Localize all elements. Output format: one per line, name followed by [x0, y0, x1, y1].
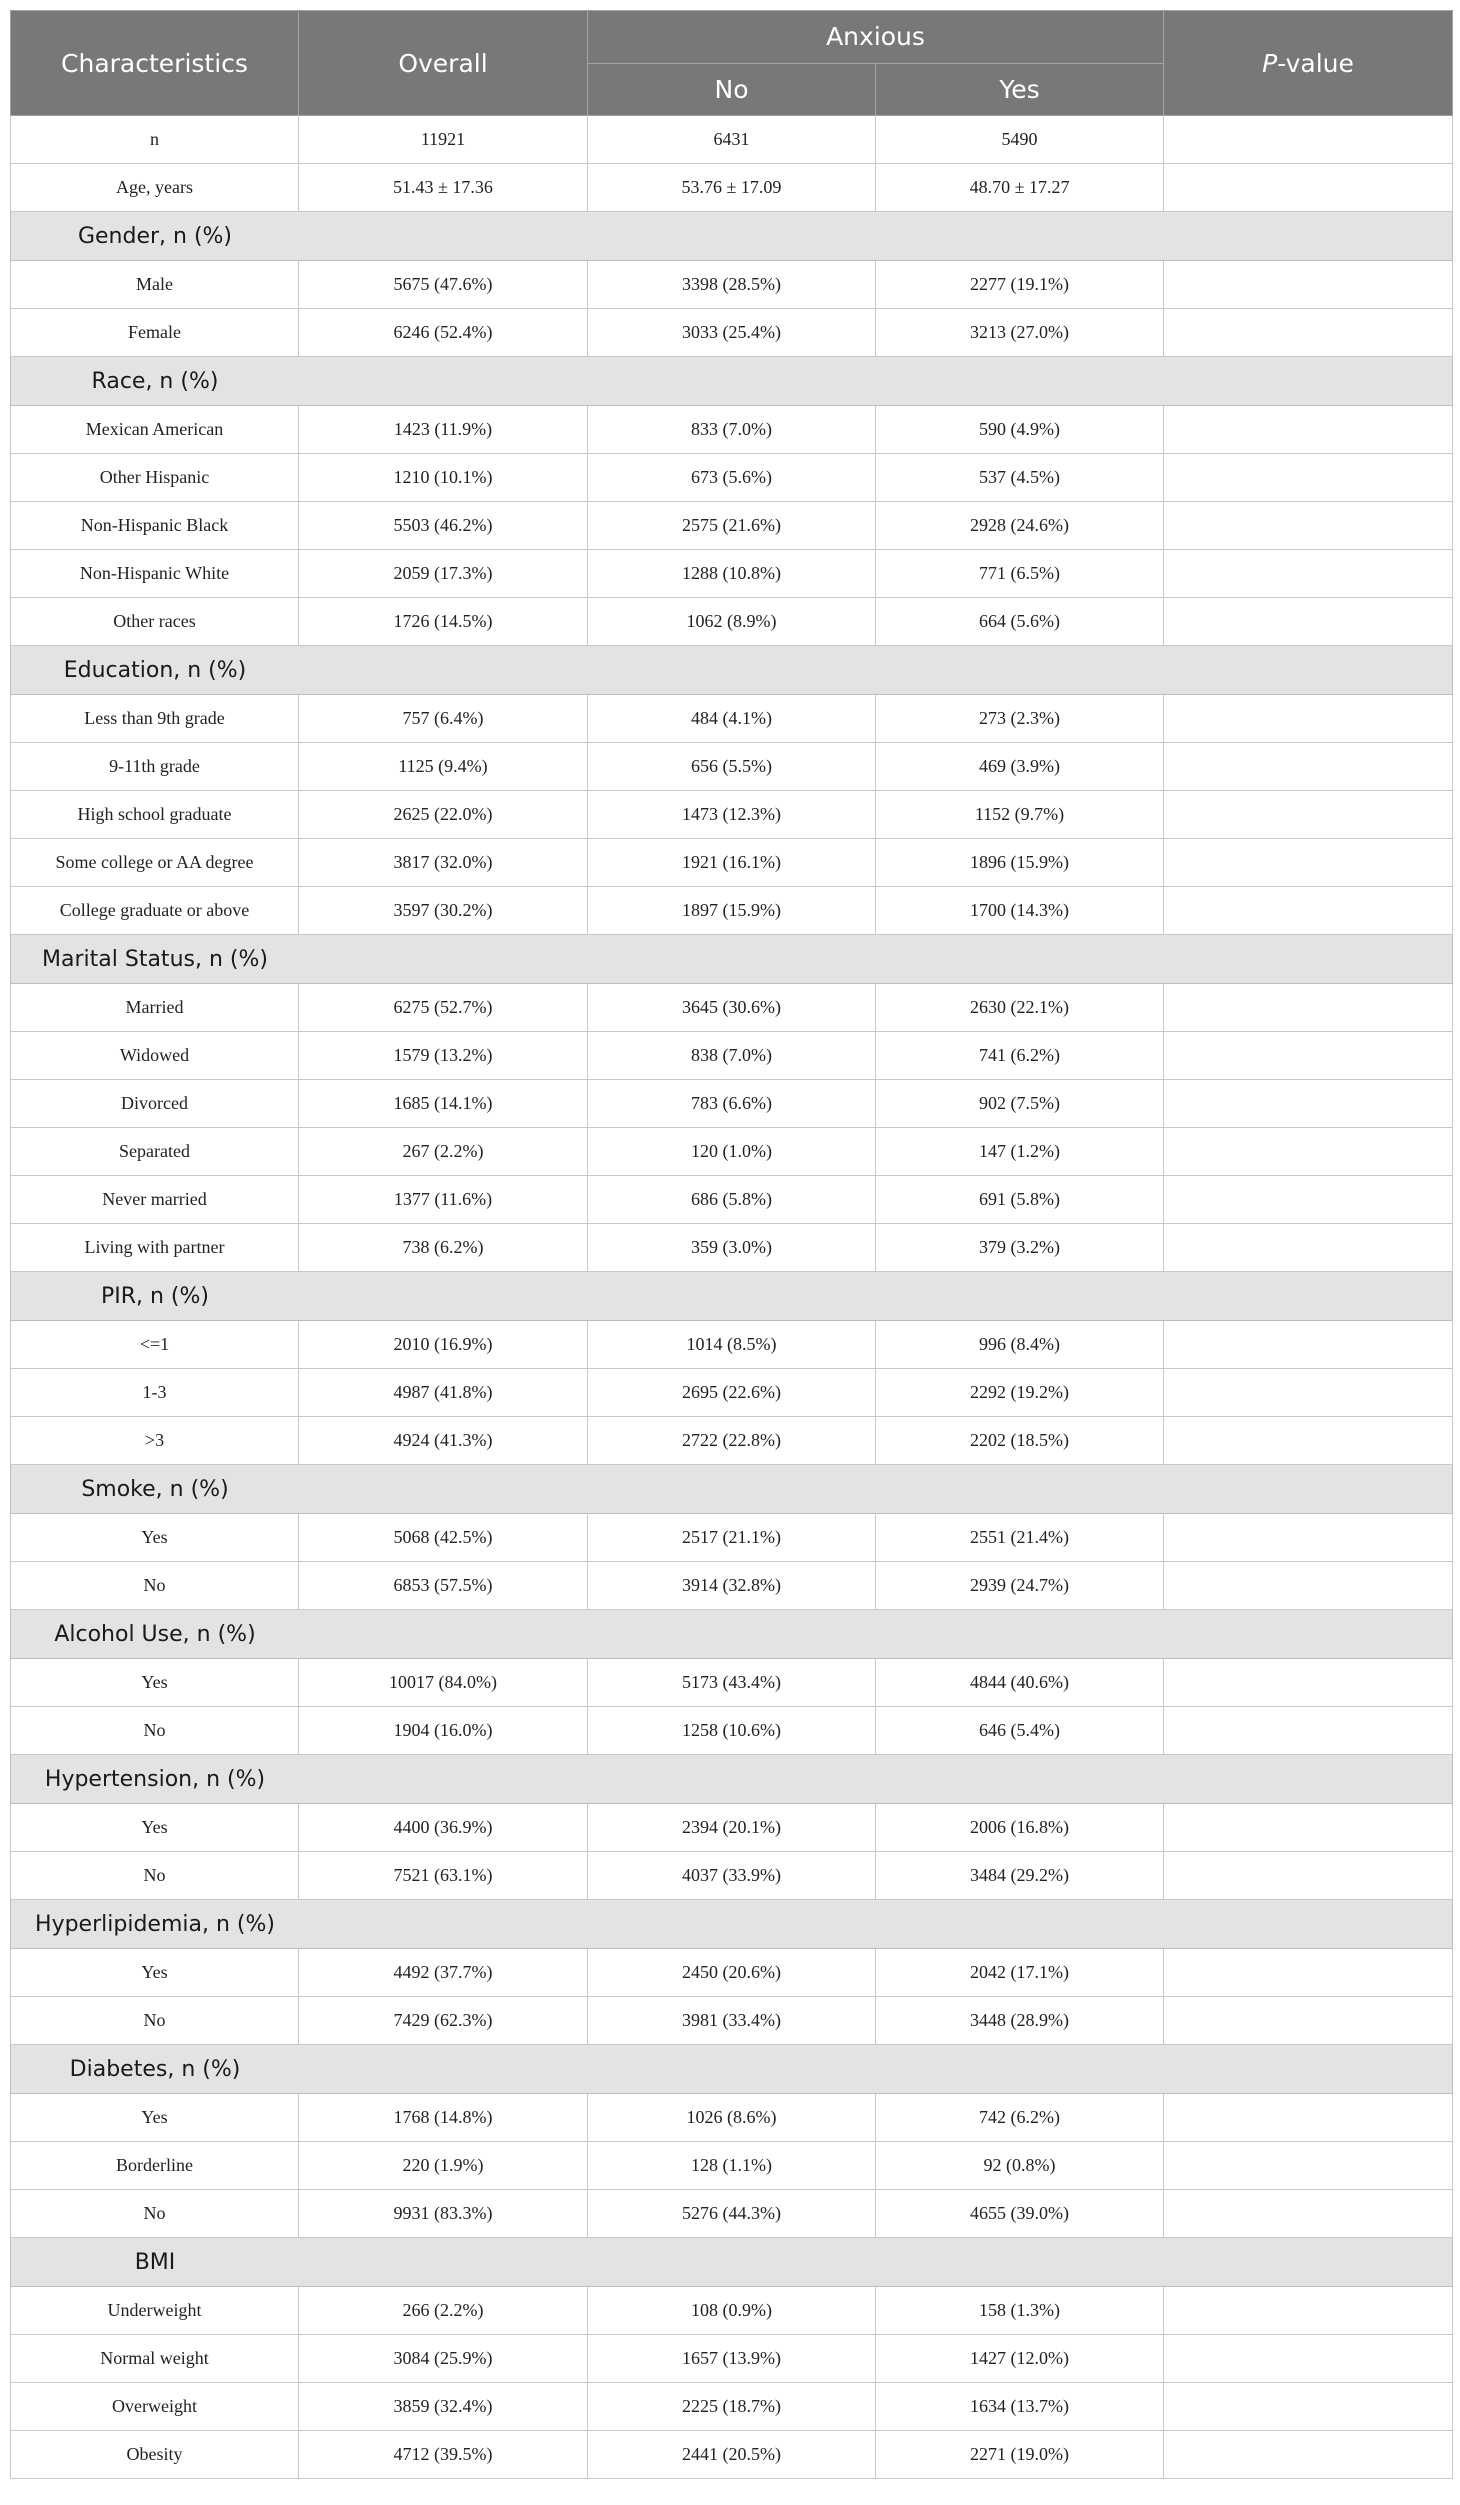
row-label-cell: n [11, 116, 299, 164]
table-row [11, 1321, 1453, 1369]
overall-cell: 6275 (52.7%) [299, 984, 588, 1032]
section-header-cell [11, 1755, 1453, 1804]
overall-cell: 5503 (46.2%) [299, 502, 588, 550]
section-header-cell [11, 212, 1453, 261]
overall-cell: 1423 (11.9%) [299, 406, 588, 454]
row-label-cell: No [11, 2190, 299, 2238]
table-row [11, 2335, 1453, 2383]
anxious-yes-cell: 273 (2.3%) [876, 695, 1164, 743]
anxious-no-cell: 1657 (13.9%) [588, 2335, 876, 2383]
anxious-yes-cell: 5490 [876, 116, 1164, 164]
section-header-row [11, 646, 1453, 695]
characteristics-table [10, 10, 1453, 2479]
table-row [11, 1659, 1453, 1707]
anxious-no-cell: 5276 (44.3%) [588, 2190, 876, 2238]
p-value-cell [1164, 261, 1453, 309]
p-value-italic: P [1262, 48, 1278, 78]
row-label-cell: Mexican American [11, 406, 299, 454]
row-label-cell: Yes [11, 1949, 299, 1997]
anxious-no-cell: 1026 (8.6%) [588, 2094, 876, 2142]
anxious-no-cell: 1897 (15.9%) [588, 887, 876, 935]
table-body [11, 116, 1453, 2479]
header-characteristics: Characteristics [11, 11, 299, 116]
section-label: Diabetes, n (%) [69, 2056, 241, 2082]
anxious-no-cell: 3914 (32.8%) [588, 1562, 876, 1610]
section-header-cell [11, 1610, 1453, 1659]
table-row [11, 839, 1453, 887]
section-label: Smoke, n (%) [81, 1476, 229, 1502]
table-row [11, 164, 1453, 212]
row-label-cell: Other Hispanic [11, 454, 299, 502]
table-row [11, 2383, 1453, 2431]
anxious-yes-cell: 2202 (18.5%) [876, 1417, 1164, 1465]
anxious-no-cell: 2450 (20.6%) [588, 1949, 876, 1997]
overall-cell: 220 (1.9%) [299, 2142, 588, 2190]
p-value-cell [1164, 116, 1453, 164]
p-value-cell [1164, 1707, 1453, 1755]
table-row [11, 309, 1453, 357]
anxious-no-cell: 2225 (18.7%) [588, 2383, 876, 2431]
section-header-cell [11, 1900, 1453, 1949]
anxious-yes-cell: 1634 (13.7%) [876, 2383, 1164, 2431]
overall-cell: 1579 (13.2%) [299, 1032, 588, 1080]
section-header-row [11, 1610, 1453, 1659]
section-header-row [11, 1272, 1453, 1321]
overall-cell: 266 (2.2%) [299, 2287, 588, 2335]
section-label: BMI [134, 2249, 176, 2275]
p-value-cell [1164, 1949, 1453, 1997]
p-value-cell [1164, 1417, 1453, 1465]
section-header-cell [11, 1465, 1453, 1514]
overall-cell: 4987 (41.8%) [299, 1369, 588, 1417]
anxious-no-cell: 1258 (10.6%) [588, 1707, 876, 1755]
characteristics-table-container [10, 10, 1452, 2479]
header-overall: Overall [299, 11, 588, 116]
row-label-cell: Overweight [11, 2383, 299, 2431]
table-row [11, 984, 1453, 1032]
anxious-no-cell: 1473 (12.3%) [588, 791, 876, 839]
row-label-cell: Some college or AA degree [11, 839, 299, 887]
table-row [11, 550, 1453, 598]
overall-cell: 2625 (22.0%) [299, 791, 588, 839]
table-header [11, 11, 1453, 116]
p-value-cell [1164, 2383, 1453, 2431]
anxious-yes-cell: 3448 (28.9%) [876, 1997, 1164, 2045]
p-value-cell [1164, 1321, 1453, 1369]
anxious-no-cell: 2722 (22.8%) [588, 1417, 876, 1465]
table-row [11, 1997, 1453, 2045]
anxious-yes-cell: 4655 (39.0%) [876, 2190, 1164, 2238]
section-header-row [11, 1755, 1453, 1804]
table-row [11, 1080, 1453, 1128]
anxious-yes-cell: 379 (3.2%) [876, 1224, 1164, 1272]
anxious-yes-cell: 2042 (17.1%) [876, 1949, 1164, 1997]
table-row [11, 1562, 1453, 1610]
p-value-cell [1164, 1514, 1453, 1562]
anxious-no-cell: 128 (1.1%) [588, 2142, 876, 2190]
row-label-cell: Non-Hispanic Black [11, 502, 299, 550]
row-label-cell: No [11, 1707, 299, 1755]
anxious-yes-cell: 996 (8.4%) [876, 1321, 1164, 1369]
anxious-yes-cell: 2928 (24.6%) [876, 502, 1164, 550]
anxious-no-cell: 833 (7.0%) [588, 406, 876, 454]
overall-cell: 2010 (16.9%) [299, 1321, 588, 1369]
anxious-yes-cell: 2551 (21.4%) [876, 1514, 1164, 1562]
anxious-yes-cell: 2630 (22.1%) [876, 984, 1164, 1032]
anxious-yes-cell: 147 (1.2%) [876, 1128, 1164, 1176]
anxious-no-cell: 53.76 ± 17.09 [588, 164, 876, 212]
anxious-no-cell: 2575 (21.6%) [588, 502, 876, 550]
table-row [11, 1949, 1453, 1997]
overall-cell: 3597 (30.2%) [299, 887, 588, 935]
row-label-cell: Yes [11, 1514, 299, 1562]
overall-cell: 3084 (25.9%) [299, 2335, 588, 2383]
row-label-cell: <=1 [11, 1321, 299, 1369]
p-value-cell [1164, 695, 1453, 743]
p-value-cell [1164, 502, 1453, 550]
anxious-no-cell: 4037 (33.9%) [588, 1852, 876, 1900]
anxious-no-cell: 108 (0.9%) [588, 2287, 876, 2335]
table-row [11, 1032, 1453, 1080]
section-header-row [11, 935, 1453, 984]
overall-cell: 9931 (83.3%) [299, 2190, 588, 2238]
table-row [11, 454, 1453, 502]
table-row [11, 1707, 1453, 1755]
overall-cell: 11921 [299, 116, 588, 164]
anxious-no-cell: 3645 (30.6%) [588, 984, 876, 1032]
row-label-cell: Yes [11, 1659, 299, 1707]
table-row [11, 502, 1453, 550]
table-row [11, 743, 1453, 791]
anxious-no-cell: 1014 (8.5%) [588, 1321, 876, 1369]
p-value-cell [1164, 2142, 1453, 2190]
overall-cell: 757 (6.4%) [299, 695, 588, 743]
overall-cell: 1210 (10.1%) [299, 454, 588, 502]
overall-cell: 7521 (63.1%) [299, 1852, 588, 1900]
overall-cell: 1125 (9.4%) [299, 743, 588, 791]
section-label: Education, n (%) [63, 657, 247, 683]
p-value-cell [1164, 1032, 1453, 1080]
section-label: Alcohol Use, n (%) [54, 1621, 256, 1647]
anxious-yes-cell: 1896 (15.9%) [876, 839, 1164, 887]
p-value-cell [1164, 1128, 1453, 1176]
header-anxious-yes: Yes [876, 63, 1164, 116]
anxious-no-cell: 2441 (20.5%) [588, 2431, 876, 2479]
overall-cell: 4712 (39.5%) [299, 2431, 588, 2479]
row-label-cell: Less than 9th grade [11, 695, 299, 743]
anxious-no-cell: 686 (5.8%) [588, 1176, 876, 1224]
table-row [11, 695, 1453, 743]
row-label-cell: 1-3 [11, 1369, 299, 1417]
section-label: Hyperlipidemia, n (%) [35, 1911, 275, 1937]
anxious-yes-cell: 742 (6.2%) [876, 2094, 1164, 2142]
row-label-cell: Female [11, 309, 299, 357]
overall-cell: 4400 (36.9%) [299, 1804, 588, 1852]
overall-cell: 1904 (16.0%) [299, 1707, 588, 1755]
p-value-cell [1164, 2335, 1453, 2383]
p-value-cell [1164, 887, 1453, 935]
row-label-cell: >3 [11, 1417, 299, 1465]
anxious-yes-cell: 4844 (40.6%) [876, 1659, 1164, 1707]
anxious-no-cell: 838 (7.0%) [588, 1032, 876, 1080]
section-label: Hypertension, n (%) [44, 1766, 266, 1792]
row-label-cell: Non-Hispanic White [11, 550, 299, 598]
p-value-cell [1164, 791, 1453, 839]
anxious-yes-cell: 1427 (12.0%) [876, 2335, 1164, 2383]
header-anxious-no: No [588, 63, 876, 116]
p-value-cell [1164, 454, 1453, 502]
p-value-suffix: -value [1277, 48, 1354, 78]
p-value-cell [1164, 1562, 1453, 1610]
row-label-cell: Age, years [11, 164, 299, 212]
anxious-yes-cell: 1152 (9.7%) [876, 791, 1164, 839]
p-value-cell [1164, 598, 1453, 646]
table-row [11, 116, 1453, 164]
overall-cell: 4924 (41.3%) [299, 1417, 588, 1465]
anxious-yes-cell: 158 (1.3%) [876, 2287, 1164, 2335]
section-header-row [11, 1465, 1453, 1514]
overall-cell: 6853 (57.5%) [299, 1562, 588, 1610]
anxious-no-cell: 2695 (22.6%) [588, 1369, 876, 1417]
anxious-yes-cell: 1700 (14.3%) [876, 887, 1164, 935]
p-value-cell [1164, 743, 1453, 791]
p-value-cell [1164, 2190, 1453, 2238]
anxious-yes-cell: 2271 (19.0%) [876, 2431, 1164, 2479]
table-row [11, 1224, 1453, 1272]
header-anxious: Anxious [588, 11, 1164, 64]
row-label-cell: Separated [11, 1128, 299, 1176]
section-header-cell [11, 1272, 1453, 1321]
section-label: Gender, n (%) [77, 223, 233, 249]
anxious-no-cell: 359 (3.0%) [588, 1224, 876, 1272]
anxious-no-cell: 656 (5.5%) [588, 743, 876, 791]
row-label-cell: Divorced [11, 1080, 299, 1128]
p-value-cell [1164, 2287, 1453, 2335]
overall-cell: 5675 (47.6%) [299, 261, 588, 309]
row-label-cell: Yes [11, 2094, 299, 2142]
p-value-cell [1164, 2094, 1453, 2142]
anxious-yes-cell: 92 (0.8%) [876, 2142, 1164, 2190]
row-label-cell: Living with partner [11, 1224, 299, 1272]
overall-cell: 7429 (62.3%) [299, 1997, 588, 2045]
anxious-yes-cell: 2939 (24.7%) [876, 1562, 1164, 1610]
anxious-yes-cell: 741 (6.2%) [876, 1032, 1164, 1080]
anxious-no-cell: 1921 (16.1%) [588, 839, 876, 887]
p-value-cell [1164, 2431, 1453, 2479]
row-label-cell: Borderline [11, 2142, 299, 2190]
anxious-yes-cell: 2277 (19.1%) [876, 261, 1164, 309]
overall-cell: 10017 (84.0%) [299, 1659, 588, 1707]
section-label: Marital Status, n (%) [42, 946, 268, 972]
anxious-yes-cell: 2006 (16.8%) [876, 1804, 1164, 1852]
p-value-cell [1164, 1369, 1453, 1417]
table-row [11, 2142, 1453, 2190]
section-header-row [11, 212, 1453, 261]
overall-cell: 6246 (52.4%) [299, 309, 588, 357]
anxious-no-cell: 1288 (10.8%) [588, 550, 876, 598]
overall-cell: 738 (6.2%) [299, 1224, 588, 1272]
table-row [11, 791, 1453, 839]
overall-cell: 1685 (14.1%) [299, 1080, 588, 1128]
p-value-cell [1164, 1224, 1453, 1272]
table-row [11, 2431, 1453, 2479]
overall-cell: 51.43 ± 17.36 [299, 164, 588, 212]
table-row [11, 1128, 1453, 1176]
table-row [11, 1514, 1453, 1562]
anxious-no-cell: 673 (5.6%) [588, 454, 876, 502]
anxious-yes-cell: 646 (5.4%) [876, 1707, 1164, 1755]
anxious-yes-cell: 2292 (19.2%) [876, 1369, 1164, 1417]
anxious-no-cell: 5173 (43.4%) [588, 1659, 876, 1707]
anxious-no-cell: 2517 (21.1%) [588, 1514, 876, 1562]
anxious-no-cell: 120 (1.0%) [588, 1128, 876, 1176]
header-p-value [1164, 11, 1453, 116]
table-row [11, 2094, 1453, 2142]
section-label: PIR, n (%) [100, 1283, 210, 1309]
p-value-cell [1164, 406, 1453, 454]
anxious-no-cell: 3398 (28.5%) [588, 261, 876, 309]
table-row [11, 1852, 1453, 1900]
anxious-yes-cell: 590 (4.9%) [876, 406, 1164, 454]
section-header-row [11, 1900, 1453, 1949]
anxious-yes-cell: 469 (3.9%) [876, 743, 1164, 791]
section-header-row [11, 2238, 1453, 2287]
overall-cell: 1377 (11.6%) [299, 1176, 588, 1224]
anxious-yes-cell: 3213 (27.0%) [876, 309, 1164, 357]
anxious-no-cell: 3033 (25.4%) [588, 309, 876, 357]
p-value-cell [1164, 309, 1453, 357]
section-header-cell [11, 2238, 1453, 2287]
row-label-cell: No [11, 1562, 299, 1610]
section-header-cell [11, 357, 1453, 406]
p-value-cell [1164, 839, 1453, 887]
row-label-cell: No [11, 1997, 299, 2045]
table-row [11, 1176, 1453, 1224]
p-value-cell [1164, 1659, 1453, 1707]
row-label-cell: Male [11, 261, 299, 309]
table-row [11, 261, 1453, 309]
p-value-cell [1164, 164, 1453, 212]
row-label-cell: Other races [11, 598, 299, 646]
table-row [11, 1369, 1453, 1417]
row-label-cell: College graduate or above [11, 887, 299, 935]
table-row [11, 1804, 1453, 1852]
row-label-cell: Obesity [11, 2431, 299, 2479]
overall-cell: 2059 (17.3%) [299, 550, 588, 598]
anxious-yes-cell: 902 (7.5%) [876, 1080, 1164, 1128]
row-label-cell: Widowed [11, 1032, 299, 1080]
row-label-cell: High school graduate [11, 791, 299, 839]
overall-cell: 267 (2.2%) [299, 1128, 588, 1176]
anxious-no-cell: 3981 (33.4%) [588, 1997, 876, 2045]
row-label-cell: No [11, 1852, 299, 1900]
p-value-cell [1164, 550, 1453, 598]
anxious-yes-cell: 691 (5.8%) [876, 1176, 1164, 1224]
row-label-cell: 9-11th grade [11, 743, 299, 791]
section-header-cell [11, 2045, 1453, 2094]
anxious-yes-cell: 664 (5.6%) [876, 598, 1164, 646]
anxious-yes-cell: 48.70 ± 17.27 [876, 164, 1164, 212]
overall-cell: 1726 (14.5%) [299, 598, 588, 646]
table-row [11, 406, 1453, 454]
section-label: Race, n (%) [91, 368, 219, 394]
overall-cell: 1768 (14.8%) [299, 2094, 588, 2142]
overall-cell: 3817 (32.0%) [299, 839, 588, 887]
anxious-yes-cell: 537 (4.5%) [876, 454, 1164, 502]
section-header-cell [11, 935, 1453, 984]
section-header-row [11, 357, 1453, 406]
row-label-cell: Married [11, 984, 299, 1032]
table-row [11, 2190, 1453, 2238]
p-value-cell [1164, 1176, 1453, 1224]
p-value-cell [1164, 984, 1453, 1032]
anxious-no-cell: 1062 (8.9%) [588, 598, 876, 646]
table-row [11, 598, 1453, 646]
row-label-cell: Underweight [11, 2287, 299, 2335]
row-label-cell: Yes [11, 1804, 299, 1852]
p-value-cell [1164, 1080, 1453, 1128]
p-value-cell [1164, 1804, 1453, 1852]
section-header-row [11, 2045, 1453, 2094]
overall-cell: 4492 (37.7%) [299, 1949, 588, 1997]
p-value-cell [1164, 1852, 1453, 1900]
row-label-cell: Normal weight [11, 2335, 299, 2383]
section-header-cell [11, 646, 1453, 695]
table-row [11, 1417, 1453, 1465]
overall-cell: 3859 (32.4%) [299, 2383, 588, 2431]
anxious-no-cell: 6431 [588, 116, 876, 164]
anxious-no-cell: 2394 (20.1%) [588, 1804, 876, 1852]
overall-cell: 5068 (42.5%) [299, 1514, 588, 1562]
table-row [11, 887, 1453, 935]
row-label-cell: Never married [11, 1176, 299, 1224]
anxious-yes-cell: 771 (6.5%) [876, 550, 1164, 598]
p-value-cell [1164, 1997, 1453, 2045]
table-row [11, 2287, 1453, 2335]
anxious-no-cell: 783 (6.6%) [588, 1080, 876, 1128]
anxious-yes-cell: 3484 (29.2%) [876, 1852, 1164, 1900]
anxious-no-cell: 484 (4.1%) [588, 695, 876, 743]
